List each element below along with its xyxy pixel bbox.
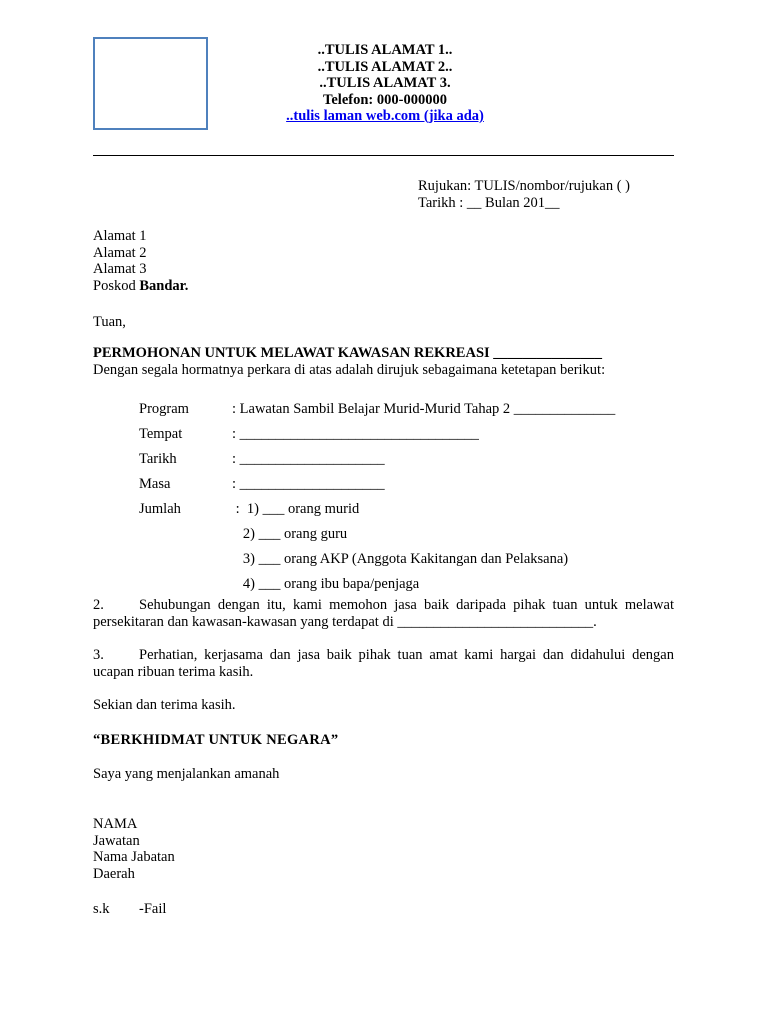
signature-daerah: Daerah <box>93 865 135 882</box>
tarikh-value: : ____________________ <box>232 451 385 467</box>
closing-motto: “BERKHIDMAT UNTUK NEGARA” <box>93 732 339 748</box>
reference-date: Tarikh : __ Bulan 201__ <box>418 195 560 211</box>
subject-intro: Dengan segala hormatnya perkara di atas adalah dirujuk sebagaimana ketetapan berikut: <box>93 362 606 378</box>
signature-nama: NAMA <box>93 816 138 832</box>
jumlah-murid: : 1) ___ orang murid <box>232 501 360 517</box>
closing-sekian: Sekian dan terima kasih. <box>93 697 236 713</box>
closing-saya: Saya yang menjalankan amanah <box>93 766 280 782</box>
jumlah-label: Jumlah <box>139 501 181 517</box>
subject-title: PERMOHONAN UNTUK MELAWAT KAWASAN REKREASI _______________ <box>93 345 603 361</box>
paragraph-2 <box>93 597 674 631</box>
detail-row-program <box>139 397 615 422</box>
poskod-bandar: Bandar. <box>139 277 189 294</box>
reference-block <box>418 178 630 212</box>
header-website-link[interactable]: ..tulis laman web.com (jika ada) <box>286 108 484 124</box>
header-address-line-3: ..TULIS ALAMAT 3. <box>319 75 451 91</box>
recipient-poskod <box>93 278 188 295</box>
detail-row-jumlah <box>139 497 615 522</box>
signature-block <box>93 816 175 882</box>
salutation: Tuan, <box>93 314 126 330</box>
letterhead <box>230 42 540 125</box>
paragraph-3-number: 3. <box>93 647 104 663</box>
recipient-line-3: Alamat 3 <box>93 261 147 277</box>
header-address-line-2: ..TULIS ALAMAT 2.. <box>317 58 453 75</box>
header-address-line-1: ..TULIS ALAMAT 1.. <box>317 42 453 58</box>
detail-row-tempat <box>139 422 615 447</box>
cc-line <box>93 901 166 918</box>
tempat-value: : _________________________________ <box>232 426 479 442</box>
reference-number: Rujukan: TULIS/nombor/rujukan ( ) <box>418 178 630 194</box>
program-label: Program <box>139 401 189 417</box>
jumlah-ibu-bapa: 4) ___ orang ibu bapa/penjaga <box>232 576 420 592</box>
cc-value: -Fail <box>139 901 167 917</box>
paragraph-3 <box>93 647 674 681</box>
jumlah-akp: 3) ___ orang AKP (Anggota Kakitangan dan Pelaksana) <box>232 551 569 567</box>
paragraph-3-text: Perhatian, kerjasama dan jasa baik pihak tuan amat kami hargai dan didahului dengan ucapan ribuan terima kasih. <box>93 647 674 680</box>
poskod-label: Poskod <box>93 277 140 294</box>
tarikh-label: Tarikh <box>139 451 177 467</box>
recipient-line-1: Alamat 1 <box>93 228 147 244</box>
paragraph-2-number: 2. <box>93 597 104 613</box>
recipient-address <box>93 228 188 294</box>
details-table <box>139 397 615 597</box>
detail-row-tarikh <box>139 447 615 472</box>
program-value: : Lawatan Sambil Belajar Murid-Murid Tahap 2 ______________ <box>232 401 616 417</box>
detail-row-masa <box>139 472 615 497</box>
header-phone: Telefon: 000-000000 <box>323 91 447 108</box>
subject-block <box>93 345 605 379</box>
recipient-line-2: Alamat 2 <box>93 244 147 261</box>
masa-label: Masa <box>139 476 171 492</box>
paragraph-2-text: Sehubungan dengan itu, kami memohon jasa baik daripada pihak tuan untuk melawat persekitaran dan kawasan-kawasan yang terdapat di ___________________________. <box>93 597 674 630</box>
tempat-label: Tempat <box>139 426 183 442</box>
logo-placeholder-box <box>93 37 208 130</box>
cc-label: s.k <box>93 901 110 917</box>
signature-jawatan: Jawatan <box>93 832 140 849</box>
header-divider <box>93 155 674 156</box>
jumlah-guru: 2) ___ orang guru <box>232 526 348 542</box>
masa-value: : ____________________ <box>232 476 385 492</box>
signature-jabatan: Nama Jabatan <box>93 849 175 865</box>
